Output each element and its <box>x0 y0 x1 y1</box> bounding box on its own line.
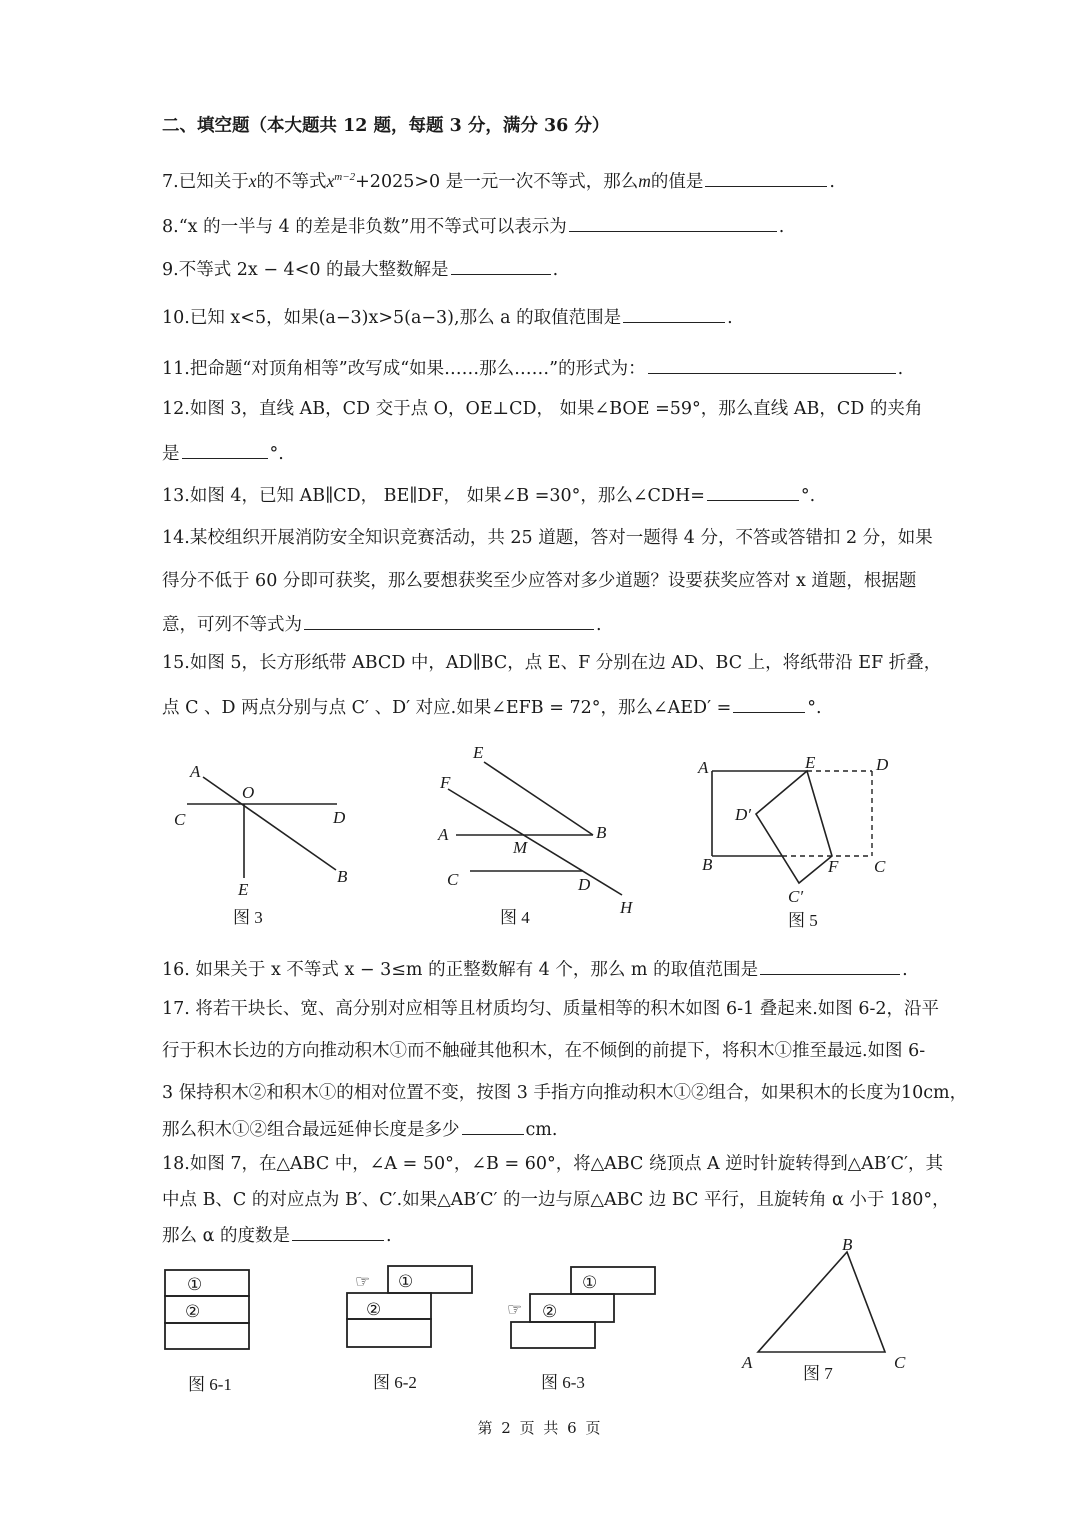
svg-text:A: A <box>742 1353 753 1372</box>
svg-text:图 7: 图 7 <box>803 1364 833 1383</box>
svg-text:图 5: 图 5 <box>788 911 818 930</box>
answer-blank-10[interactable] <box>623 304 725 323</box>
svg-text:C′: C′ <box>788 887 804 906</box>
question-14-line3: 意，可列不等式为 . <box>162 611 602 637</box>
question-14-line1: 14.某校组织开展消防安全知识竞赛活动，共 25 道题，答对一题得 4 分，不答或答错扣 2 分，如果 <box>162 528 933 548</box>
svg-text:D: D <box>333 808 346 827</box>
question-14-line2: 得分不低于 60 分即可获奖，那么要想获奖至少应答对多少道题？设要获奖应答对 x 道题，根据题 <box>162 571 917 591</box>
figure-6-2-diagram <box>340 1260 490 1400</box>
svg-text:B: B <box>337 867 348 886</box>
svg-text:C: C <box>447 870 459 889</box>
figure-6-3-diagram <box>505 1255 665 1400</box>
figure-3-diagram <box>160 745 380 935</box>
question-18-line3: 那么 α 的度数是 . <box>162 1222 392 1248</box>
svg-text:①: ① <box>187 1275 203 1294</box>
figure-4-diagram <box>430 740 650 935</box>
question-17-line1: 17. 将若干块长、宽、高分别对应相等且材质均匀、质量相等的积木如图 6-1 叠起来.如图 6-2，沿平 <box>162 999 940 1019</box>
figure-4 <box>430 740 650 935</box>
answer-blank-8[interactable] <box>569 213 777 232</box>
question-15-line2: 点 C 、D 两点分别与点 C′ 、D′ 对应.如果∠EFB = 72°，那么∠AED′ = °. <box>162 694 822 720</box>
question-18-line2: 中点 B、C 的对应点为 B′、C′.如果△AB′C′ 的一边与原△ABC 边 BC 平行，且旋转角 α 小于 180°， <box>162 1190 950 1210</box>
answer-blank-11[interactable] <box>648 355 896 374</box>
svg-text:B: B <box>596 823 607 842</box>
hand-pointer-icon: ☞ <box>355 1272 371 1291</box>
figure-3 <box>160 745 380 935</box>
svg-text:E: E <box>473 743 484 762</box>
svg-text:图 6-1: 图 6-1 <box>188 1375 232 1394</box>
svg-text:图 4: 图 4 <box>500 908 530 927</box>
page-number: 第 2 页 共 6 页 <box>477 1419 603 1437</box>
svg-text:图 6-2: 图 6-2 <box>373 1373 417 1392</box>
svg-text:A: A <box>190 762 201 781</box>
svg-text:②: ② <box>542 1302 558 1321</box>
svg-text:图 3: 图 3 <box>233 908 263 927</box>
question-17-line2: 行于积木长边的方向推动积木①而不触碰其他积木，在不倾倒的前提下，将积木①推至最远.如图 6- <box>162 1041 926 1061</box>
svg-text:①: ① <box>582 1273 598 1292</box>
svg-text:F: F <box>828 857 839 876</box>
svg-text:M: M <box>513 838 528 857</box>
answer-blank-16[interactable] <box>760 956 900 975</box>
question-18-line1: 18.如图 7，在△ABC 中，∠A = 50°，∠B = 60°，将△ABC 绕顶点 A 逆时针旋转得到△AB′C′，其 <box>162 1154 944 1174</box>
question-17-line3: 3 保持积木②和积木①的相对位置不变，按图 3 手指方向推动积木①②组合，如果积木的长度为10cm， <box>162 1083 968 1103</box>
question-7: 7.已知关于x的不等式$x^{m-2}+2025>0$ 是一元一次不等式，那么m的值是 . <box>162 165 835 194</box>
svg-text:C: C <box>894 1353 906 1372</box>
svg-text:E: E <box>238 880 249 899</box>
figure-7 <box>730 1232 930 1392</box>
svg-text:B: B <box>842 1235 853 1254</box>
figure-5 <box>680 740 920 940</box>
question-12-line2: 是 °. <box>162 440 284 466</box>
question-13: 13.如图 4，已知 AB∥CD， BE∥DF， 如果∠B =30°，那么∠CDH= °. <box>162 482 815 508</box>
figure-6-3 <box>505 1255 665 1400</box>
question-15-line1: 15.如图 5，长方形纸带 ABCD 中，AD∥BC，点 E、F 分别在边 AD、BC 上，将纸带沿 EF 折叠， <box>162 653 942 673</box>
question-17-line4: 那么积木①②组合最远延伸长度是多少 cm. <box>162 1116 557 1142</box>
figure-6-1 <box>160 1260 270 1400</box>
answer-blank-17[interactable] <box>462 1116 524 1135</box>
question-12-line1: 12.如图 3，直线 AB，CD 交于点 O，OE⊥CD， 如果∠BOE =59°，那么直线 AB，CD 的夹角 <box>162 399 923 419</box>
answer-blank-14[interactable] <box>304 611 594 630</box>
answer-blank-18[interactable] <box>292 1222 384 1241</box>
section-heading: 二、填空题（本大题共 12 题，每题 3 分，满分 36 分） <box>162 116 610 136</box>
svg-text:E: E <box>805 753 816 772</box>
svg-text:D: D <box>578 875 591 894</box>
question-8: 8.“x 的一半与 4 的差是非负数”用不等式可以表示为 . <box>162 213 784 239</box>
answer-blank-9[interactable] <box>451 256 551 275</box>
answer-blank-7[interactable] <box>705 168 827 187</box>
svg-text:A: A <box>438 825 449 844</box>
figure-6-2 <box>340 1260 490 1400</box>
question-11: 11.把命题“对顶角相等”改写成“如果……那么……”的形式为： . <box>162 355 903 381</box>
answer-blank-12[interactable] <box>182 440 268 459</box>
figure-6-1-diagram <box>160 1260 270 1400</box>
answer-blank-13[interactable] <box>707 482 799 501</box>
figure-7-diagram <box>730 1232 930 1392</box>
svg-text:H: H <box>620 898 633 917</box>
svg-text:①: ① <box>398 1272 414 1291</box>
answer-blank-15[interactable] <box>733 694 805 713</box>
svg-text:图 6-3: 图 6-3 <box>541 1373 585 1392</box>
hand-pointer-icon: ☞ <box>507 1300 523 1319</box>
svg-text:C: C <box>174 810 186 829</box>
svg-text:O: O <box>242 783 255 802</box>
svg-text:②: ② <box>185 1302 201 1321</box>
question-16: 16. 如果关于 x 不等式 x − 3≤m 的正整数解有 4 个，那么 m 的取值范围是 . <box>162 956 908 982</box>
svg-text:②: ② <box>366 1300 382 1319</box>
svg-text:C: C <box>874 857 886 876</box>
svg-text:F: F <box>440 773 451 792</box>
figure-5-diagram <box>680 740 920 940</box>
question-10: 10.已知 x<5，如果(a−3)x>5(a−3),那么 a 的取值范围是 . <box>162 304 733 330</box>
svg-text:D: D <box>876 755 889 774</box>
question-9: 9.不等式 2x − 4<0 的最大整数解是 . <box>162 256 558 282</box>
svg-text:D′: D′ <box>735 805 751 824</box>
svg-text:B: B <box>702 855 713 874</box>
svg-text:A: A <box>698 758 709 777</box>
